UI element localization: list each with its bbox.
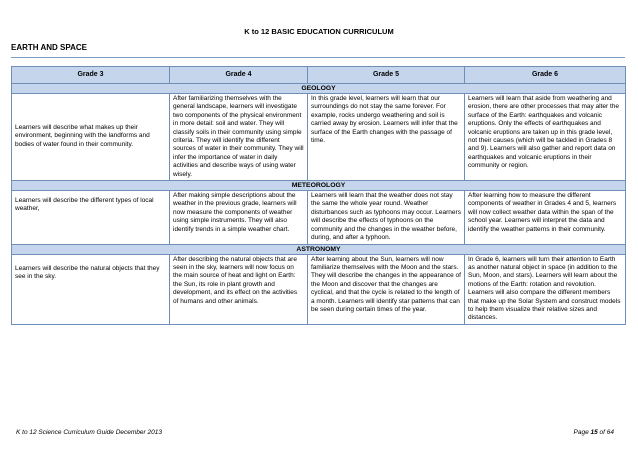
section-label-geology: GEOLOGY xyxy=(12,84,626,94)
cell-astronomy-grade-5: After learning about the Sun, learners will now familiarize themselves with the Moon and the stars. They will describe the changes in the appearance of the Moon and discover that the changes are cyclical, and that the cycle is related to the length of a month. Learners will identify star patterns that can be seen during certain times of the year. xyxy=(308,254,465,324)
section-divider xyxy=(11,57,625,58)
cell-meteorology-grade-6: After learning how to measure the different components of weather in Grades 4 and 5, learners will now collect weather data within the span of the school year. Learners will interpret the data and identify the weather patterns in their community. xyxy=(465,191,626,244)
cell-geology-grade-4: After familiarizing themselves with the general landscape, learners will investigate two components of the physical environment in more detail: soil and water. They will classify soils in their community using simple criteria. They will identify the different sources of water in their community. They will infer the importance of water in daily activities and describe ways of using water wisely. xyxy=(170,94,308,181)
section-row-astronomy xyxy=(12,244,626,254)
footer-page-prefix: Page xyxy=(573,429,591,436)
header-grade-5: Grade 5 xyxy=(308,67,465,84)
section-title: EARTH AND SPACE xyxy=(11,43,88,52)
cell-meteorology-grade-5: Learners will learn that the weather does not stay the same the whole year round. Weather disturbances such as typhoons may occur. Learners will describe the effects of typhoons on the community and the changes in the weather before, during, and after a typhoon. xyxy=(308,191,465,244)
cell-astronomy-grade-3: Learners will describe the natural objects that they see in the sky. xyxy=(12,254,170,324)
cell-geology-grade-3: Learners will describe what makes up their environment, beginning with the landforms and bodies of water found in their community. xyxy=(12,94,170,181)
header-grade-4: Grade 4 xyxy=(170,67,308,84)
curriculum-table xyxy=(11,66,626,325)
table-row-meteorology xyxy=(12,191,626,244)
table-row-astronomy xyxy=(12,254,626,324)
footer-page-suffix: of 64 xyxy=(597,429,614,436)
cell-astronomy-grade-6: In Grade 6, learners will turn their attention to Earth as another natural object in space (in addition to the Sun, Moon, and stars). Learners will learn about the motions of the Earth: rotation and revolution. Learners will also compare the different members that make up the Solar System and construct models to help them visualize their relative sizes and distances. xyxy=(465,254,626,324)
header-grade-6: Grade 6 xyxy=(465,67,626,84)
cell-astronomy-grade-4: After describing the natural objects that are seen in the sky, learners will now focus on the main source of heat and light on Earth: the Sun, its role in plant growth and development, and its effect on the activities of humans and other animals. xyxy=(170,254,308,324)
document-title: K to 12 BASIC EDUCATION CURRICULUM xyxy=(244,27,394,36)
footer-page-current: 15 xyxy=(590,429,598,436)
footer-page-number xyxy=(574,429,615,436)
footer-guide-name: K to 12 Science Curriculum Guide December 2013 xyxy=(16,429,162,436)
section-row-geology xyxy=(12,84,626,94)
cell-geology-grade-6: Learners will learn that aside from weathering and erosion, there are other processes that may alter the surface of the Earth: earthquakes and volcanic eruptions. Only the effects of earthquakes and volcanic eruptions are taken up in this grade level, not their causes (which will be tackled in Grades 8 and 9). Learners will also gather and report data on earthquakes and volcanic eruptions in their community or region. xyxy=(465,94,626,181)
table-row-geology xyxy=(12,94,626,181)
section-label-astronomy: ASTRONOMY xyxy=(12,244,626,254)
cell-meteorology-grade-4: After making simple descriptions about the weather in the previous grade, learners will now measure the components of weather using simple instruments. They will also identify trends in a simple weather chart. xyxy=(170,191,308,244)
cell-meteorology-grade-3: Learners will describe the different types of local weather, xyxy=(12,191,170,244)
section-row-meteorology xyxy=(12,181,626,191)
section-label-meteorology: METEOROLOGY xyxy=(12,181,626,191)
header-row xyxy=(12,67,626,84)
header-grade-3: Grade 3 xyxy=(12,67,170,84)
cell-geology-grade-5: In this grade level, learners will learn that our surroundings do not stay the same forever. For example, rocks undergo weathering and soil is carried away by erosion. Learners will infer that the surface of the Earth changes with the passage of time. xyxy=(308,94,465,181)
